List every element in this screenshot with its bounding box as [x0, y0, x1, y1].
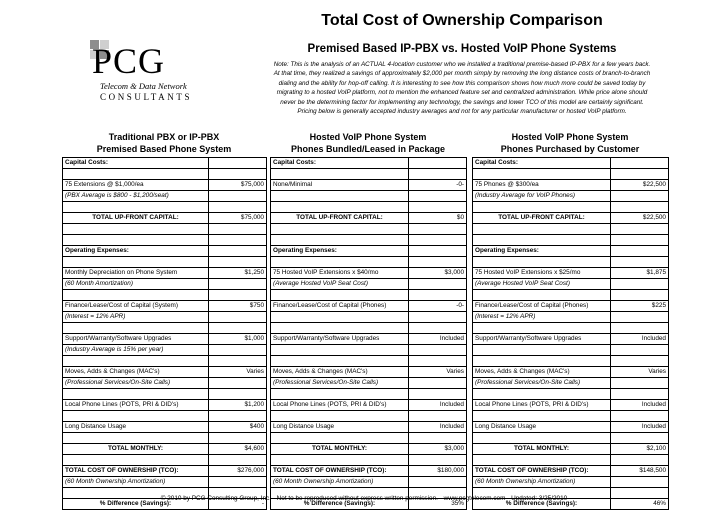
row-value — [209, 356, 267, 366]
table-row — [473, 466, 669, 477]
row-value — [209, 246, 267, 256]
table-row — [271, 279, 467, 290]
table-row — [473, 378, 669, 389]
column-header-traditional — [62, 131, 266, 155]
row-value — [409, 279, 467, 289]
row-label — [473, 235, 611, 245]
row-value: -0- — [409, 180, 467, 190]
row-value — [611, 158, 669, 168]
row-value: Varies — [611, 367, 669, 377]
row-value — [611, 345, 669, 355]
row-value — [209, 477, 267, 487]
row-value: Included — [409, 334, 467, 344]
table-row — [63, 301, 267, 312]
row-value — [209, 433, 267, 443]
table-row — [271, 400, 467, 411]
logo-wordmark: PCG — [92, 41, 166, 81]
row-label: % Difference (Savings): — [473, 499, 611, 509]
row-label: Capital Costs: — [271, 158, 409, 168]
column-header-hosted-bundled — [270, 131, 466, 155]
row-label — [63, 202, 209, 212]
table-row — [63, 169, 267, 180]
row-value: Included — [409, 422, 467, 432]
row-value — [209, 202, 267, 212]
table-row — [63, 334, 267, 345]
row-label: TOTAL UP-FRONT CAPITAL: — [271, 213, 409, 223]
pcg-logo — [90, 40, 200, 105]
row-value — [209, 279, 267, 289]
row-label: (Professional Services/On-Site Calls) — [63, 378, 209, 388]
row-label: TOTAL MONTHLY: — [271, 444, 409, 454]
table-row — [63, 279, 267, 290]
table-row — [473, 422, 669, 433]
row-label — [271, 411, 409, 421]
row-value: $4,600 — [209, 444, 267, 454]
row-label — [63, 433, 209, 443]
row-value — [409, 323, 467, 333]
page-title: Total Cost of Ownership Comparison — [321, 12, 603, 29]
row-label: 75 Hosted VoIP Extensions x $25/mo — [473, 268, 611, 278]
row-value — [409, 290, 467, 300]
row-label: Moves, Adds & Changes (MAC's) — [473, 367, 611, 377]
row-label — [473, 389, 611, 399]
row-label: Long Distance Usage — [63, 422, 209, 432]
row-label: (Average Hosted VoIP Seat Cost) — [473, 279, 611, 289]
logo-tagline: Telecom & Data Network — [100, 81, 187, 91]
row-label: Local Phone Lines (POTS, PRI & DID's) — [473, 400, 611, 410]
table-row — [473, 411, 669, 422]
row-label — [473, 224, 611, 234]
row-value — [209, 235, 267, 245]
table-row — [271, 334, 467, 345]
row-label — [271, 345, 409, 355]
table-row — [63, 367, 267, 378]
row-value — [611, 290, 669, 300]
row-label: TOTAL UP-FRONT CAPITAL: — [473, 213, 611, 223]
row-label: None/Minimal — [271, 180, 409, 190]
row-value — [409, 191, 467, 201]
row-value — [611, 356, 669, 366]
row-value: $0 — [409, 213, 467, 223]
table-row — [271, 323, 467, 334]
table-row — [473, 268, 669, 279]
row-label: (60 Month Amortization) — [63, 279, 209, 289]
row-label: TOTAL MONTHLY: — [63, 444, 209, 454]
row-value: $1,250 — [209, 268, 267, 278]
row-value — [611, 312, 669, 322]
row-label: Finance/Lease/Cost of Capital (Phones) — [271, 301, 409, 311]
row-value — [209, 345, 267, 355]
row-label: 75 Phones @ $300/ea — [473, 180, 611, 190]
row-label — [271, 433, 409, 443]
table-row — [473, 180, 669, 191]
row-value — [409, 235, 467, 245]
table-row — [271, 290, 467, 301]
row-value: $22,500 — [611, 180, 669, 190]
row-value — [611, 323, 669, 333]
table-row — [63, 246, 267, 257]
row-label: Operating Expenses: — [473, 246, 611, 256]
row-value: $400 — [209, 422, 267, 432]
analysis-note: Note: This is the analysis of an ACTUAL 4-location customer who we installed a traditional premise-based IP-PBX for a few years back. At that time, they realized a savings of approximately $2,000 per month simply by removing the long distance costs of branch-to-branch dialing and the ability for hop-off calling. It is interesting to see how this comparison shows how much more could be saved today by migrating to a hosted VoIP platform, not to mention the enhanced feature set and centralized administration. While price alone should never be the determining factor for implementing any technology, the savings and lower TCO of this model are certainly significant. Pricing below is generally accepted industry averages and not for any particular manufacturer or hosted VoIP platform. — [273, 61, 651, 116]
row-value: Included — [611, 422, 669, 432]
cost-table-traditional — [62, 157, 267, 510]
row-value — [209, 378, 267, 388]
row-label: Support/Warranty/Software Upgrades — [473, 334, 611, 344]
row-value: $148,500 — [611, 466, 669, 476]
row-label: Support/Warranty/Software Upgrades — [63, 334, 209, 344]
row-value — [611, 433, 669, 443]
table-row — [473, 477, 669, 488]
row-label: TOTAL COST OF OWNERSHIP (TCO): — [473, 466, 611, 476]
row-value: 46% — [611, 499, 669, 509]
row-label — [271, 191, 409, 201]
row-value — [409, 257, 467, 267]
row-value — [409, 158, 467, 168]
row-label — [473, 433, 611, 443]
table-row — [271, 411, 467, 422]
row-label — [63, 323, 209, 333]
row-label: (Industry Average is 15% per year) — [63, 345, 209, 355]
row-label — [271, 290, 409, 300]
row-label — [473, 169, 611, 179]
table-row — [473, 433, 669, 444]
row-value — [209, 224, 267, 234]
row-label: TOTAL COST OF OWNERSHIP (TCO): — [63, 466, 209, 476]
row-value — [611, 202, 669, 212]
column-header-hosted-purchased — [472, 131, 668, 155]
table-row — [473, 334, 669, 345]
row-label: (Industry Average for VoIP Phones) — [473, 191, 611, 201]
row-value — [409, 455, 467, 465]
row-label — [63, 411, 209, 421]
row-value: $75,000 — [209, 213, 267, 223]
table-row — [473, 158, 669, 169]
row-label — [473, 257, 611, 267]
table-row — [63, 389, 267, 400]
table-row — [473, 290, 669, 301]
row-label: (60 Month Ownership Amortization) — [271, 477, 409, 487]
table-row — [473, 400, 669, 411]
table-row — [271, 466, 467, 477]
row-value — [611, 279, 669, 289]
row-value: Included — [611, 334, 669, 344]
table-row — [473, 169, 669, 180]
row-value — [409, 411, 467, 421]
row-value — [611, 389, 669, 399]
row-value — [409, 169, 467, 179]
row-value — [611, 257, 669, 267]
table-row — [473, 213, 669, 224]
copyright-footer: © 2010 by PCG Consulting Group, Inc. - Not to be reproduced without express written permission. - www.pcgtelecom.com - Updated: 3/25/2010 — [160, 495, 568, 502]
logo-consultants: CONSULTANTS — [100, 92, 193, 102]
row-value — [409, 433, 467, 443]
table-row — [271, 257, 467, 268]
row-label: Long Distance Usage — [271, 422, 409, 432]
row-label: Moves, Adds & Changes (MAC's) — [271, 367, 409, 377]
table-row — [63, 477, 267, 488]
table-row — [63, 312, 267, 323]
table-row — [63, 422, 267, 433]
row-value — [409, 356, 467, 366]
row-label: (60 Month Ownership Amortization) — [63, 477, 209, 487]
row-label: Finance/Lease/Cost of Capital (Phones) — [473, 301, 611, 311]
table-row — [473, 323, 669, 334]
table-row — [63, 191, 267, 202]
row-value — [209, 455, 267, 465]
row-label — [473, 202, 611, 212]
table-row — [473, 235, 669, 246]
row-value — [209, 312, 267, 322]
table-row — [271, 378, 467, 389]
table-row — [271, 191, 467, 202]
table-row — [271, 433, 467, 444]
row-value — [209, 158, 267, 168]
row-value — [611, 455, 669, 465]
table-row — [473, 246, 669, 257]
row-label — [271, 202, 409, 212]
row-label: Monthly Depreciation on Phone System — [63, 268, 209, 278]
table-row — [473, 257, 669, 268]
table-row — [473, 191, 669, 202]
table-row — [473, 444, 669, 455]
row-value: $225 — [611, 301, 669, 311]
table-row — [63, 400, 267, 411]
row-value: $3,000 — [409, 444, 467, 454]
row-value: Varies — [409, 367, 467, 377]
table-row — [271, 477, 467, 488]
table-row — [473, 202, 669, 213]
row-value — [409, 312, 467, 322]
row-label — [63, 290, 209, 300]
table-row — [271, 301, 467, 312]
table-row — [63, 444, 267, 455]
row-label — [271, 224, 409, 234]
row-label — [63, 257, 209, 267]
page-subtitle: Premised Based IP-PBX vs. Hosted VoIP Phone Systems — [307, 43, 617, 55]
row-label: Long Distance Usage — [473, 422, 611, 432]
row-label — [271, 169, 409, 179]
row-value — [209, 169, 267, 179]
row-value: $1,000 — [209, 334, 267, 344]
row-label — [63, 356, 209, 366]
table-row — [271, 202, 467, 213]
table-row — [271, 246, 467, 257]
row-label: % Difference (Savings): — [271, 499, 409, 509]
row-label: (60 Month Ownership Amortization) — [473, 477, 611, 487]
row-label — [271, 257, 409, 267]
row-label — [473, 356, 611, 366]
row-label: Local Phone Lines (POTS, PRI & DID's) — [271, 400, 409, 410]
row-label: Moves, Adds & Changes (MAC's) — [63, 367, 209, 377]
table-row — [473, 455, 669, 466]
table-row — [63, 257, 267, 268]
table-row — [271, 235, 467, 246]
table-row — [63, 433, 267, 444]
row-value — [209, 257, 267, 267]
column-header-line2: Phones Purchased by Customer — [500, 144, 640, 154]
table-row — [63, 180, 267, 191]
row-value — [409, 389, 467, 399]
table-row — [473, 367, 669, 378]
row-value — [209, 389, 267, 399]
row-value — [209, 290, 267, 300]
row-label: TOTAL COST OF OWNERSHIP (TCO): — [271, 466, 409, 476]
row-value: $750 — [209, 301, 267, 311]
row-value: -0- — [409, 301, 467, 311]
column-header-line2: Premised Based Phone System — [96, 144, 232, 154]
table-row — [271, 312, 467, 323]
row-label — [271, 312, 409, 322]
table-row — [271, 422, 467, 433]
row-label — [473, 411, 611, 421]
table-row — [63, 345, 267, 356]
table-row — [271, 224, 467, 235]
row-label: (Professional Services/On-Site Calls) — [473, 378, 611, 388]
row-label — [473, 345, 611, 355]
row-label — [63, 235, 209, 245]
row-value — [409, 246, 467, 256]
row-label: Capital Costs: — [63, 158, 209, 168]
row-label — [271, 235, 409, 245]
column-header-line1: Hosted VoIP Phone System — [309, 132, 427, 142]
table-row — [63, 356, 267, 367]
row-label — [473, 323, 611, 333]
table-row — [271, 213, 467, 224]
table-row — [271, 389, 467, 400]
table-row — [63, 202, 267, 213]
row-label — [271, 323, 409, 333]
row-value — [209, 323, 267, 333]
row-label: Operating Expenses: — [271, 246, 409, 256]
row-value: $180,000 — [409, 466, 467, 476]
row-value: Varies — [209, 367, 267, 377]
row-value — [209, 411, 267, 421]
row-label: Capital Costs: — [473, 158, 611, 168]
row-label: (Professional Services/On-Site Calls) — [271, 378, 409, 388]
column-header-line1: Traditional PBX or IP-PBX — [108, 132, 220, 142]
row-label — [63, 169, 209, 179]
row-value — [611, 411, 669, 421]
row-value — [611, 169, 669, 179]
table-row — [473, 356, 669, 367]
table-row — [63, 224, 267, 235]
column-header-line1: Hosted VoIP Phone System — [511, 132, 629, 142]
table-row — [63, 378, 267, 389]
row-value: $1,200 — [209, 400, 267, 410]
row-label: Support/Warranty/Software Upgrades — [271, 334, 409, 344]
table-row — [271, 268, 467, 279]
table-row — [271, 356, 467, 367]
row-value: $3,000 — [409, 268, 467, 278]
row-value — [611, 191, 669, 201]
row-label: % Difference (Savings): — [63, 499, 209, 509]
table-row — [271, 158, 467, 169]
row-label: TOTAL UP-FRONT CAPITAL: — [63, 213, 209, 223]
row-label: Finance/Lease/Cost of Capital (System) — [63, 301, 209, 311]
table-row — [63, 411, 267, 422]
row-value — [409, 378, 467, 388]
table-row — [271, 455, 467, 466]
row-value — [611, 224, 669, 234]
table-row — [63, 466, 267, 477]
row-label: (Interest = 12% APR) — [63, 312, 209, 322]
table-row — [63, 213, 267, 224]
table-row — [271, 367, 467, 378]
row-label — [271, 356, 409, 366]
row-value: $22,500 — [611, 213, 669, 223]
row-value: $1,875 — [611, 268, 669, 278]
row-value: Included — [611, 400, 669, 410]
cost-table-hosted-bundled — [270, 157, 467, 510]
row-label: (PBX Average is $800 - $1,200/seat) — [63, 191, 209, 201]
row-value — [409, 202, 467, 212]
table-row — [473, 389, 669, 400]
row-label: 75 Extensions @ $1,000/ea — [63, 180, 209, 190]
row-label — [63, 455, 209, 465]
row-label — [63, 389, 209, 399]
row-value: $75,000 — [209, 180, 267, 190]
row-value — [611, 235, 669, 245]
table-row — [63, 290, 267, 301]
table-row — [63, 455, 267, 466]
table-row — [271, 169, 467, 180]
table-row — [271, 345, 467, 356]
row-value — [611, 378, 669, 388]
table-row — [271, 444, 467, 455]
row-label: Operating Expenses: — [63, 246, 209, 256]
table-row — [473, 224, 669, 235]
table-row — [271, 180, 467, 191]
row-value — [409, 477, 467, 487]
table-row — [63, 158, 267, 169]
table-row — [473, 301, 669, 312]
row-label — [271, 389, 409, 399]
row-value — [409, 345, 467, 355]
row-value: $2,100 — [611, 444, 669, 454]
table-row — [473, 345, 669, 356]
row-value: Included — [409, 400, 467, 410]
row-label: 75 Hosted VoIP Extensions x $40/mo — [271, 268, 409, 278]
row-label: TOTAL MONTHLY: — [473, 444, 611, 454]
row-label — [271, 455, 409, 465]
table-row — [473, 312, 669, 323]
row-value — [611, 477, 669, 487]
row-label: Local Phone Lines (POTS, PRI & DID's) — [63, 400, 209, 410]
row-label — [473, 455, 611, 465]
row-value — [409, 224, 467, 234]
row-label: (Average Hosted VoIP Seat Cost) — [271, 279, 409, 289]
cost-table-hosted-purchased — [472, 157, 669, 510]
row-value — [611, 246, 669, 256]
row-value: $276,000 — [209, 466, 267, 476]
table-row — [63, 323, 267, 334]
row-label — [63, 224, 209, 234]
table-row — [473, 279, 669, 290]
row-value: 35% — [409, 499, 467, 509]
table-row — [63, 268, 267, 279]
row-value — [209, 191, 267, 201]
row-label: (Interest = 12% APR) — [473, 312, 611, 322]
row-value: - — [209, 499, 267, 509]
table-row — [63, 235, 267, 246]
column-header-line2: Phones Bundled/Leased in Package — [290, 144, 446, 154]
row-label — [473, 290, 611, 300]
